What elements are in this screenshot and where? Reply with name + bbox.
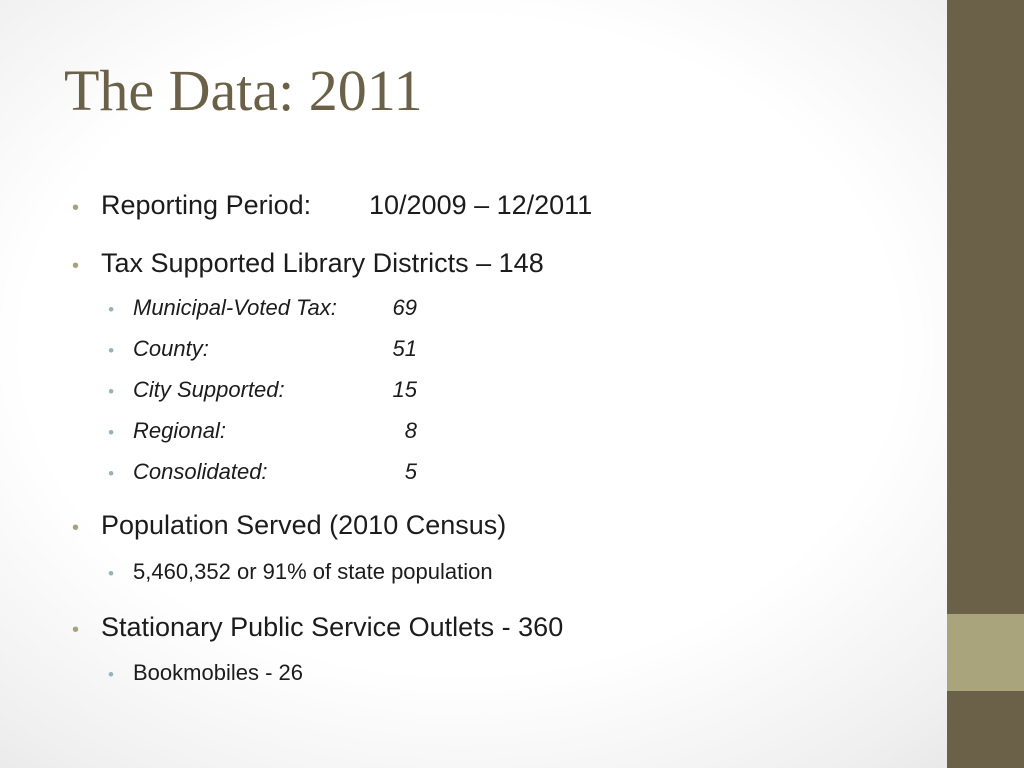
bullet-reporting-period bbox=[72, 190, 592, 221]
bullet-library-districts bbox=[72, 248, 544, 279]
bullet-dot-icon: • bbox=[108, 300, 114, 319]
district-item-value: 15 bbox=[392, 377, 417, 402]
district-item-label: Municipal-Voted Tax: bbox=[133, 295, 337, 320]
population-sub-item bbox=[108, 559, 493, 585]
bullet-dot-icon: • bbox=[108, 382, 114, 401]
district-item-value: 51 bbox=[392, 336, 417, 361]
district-item bbox=[108, 377, 417, 403]
district-item-label: County: bbox=[133, 336, 209, 361]
district-item-label: Regional: bbox=[133, 418, 226, 443]
bullet-dot-icon: • bbox=[108, 464, 114, 483]
slide-title: The Data: 2011 bbox=[64, 58, 423, 123]
bullet-service-outlets bbox=[72, 612, 563, 643]
reporting-period-value: 10/2009 – 12/2011 bbox=[369, 190, 593, 220]
bullet-dot-icon: • bbox=[72, 619, 80, 641]
population-served-text: Population Served (2010 Census) bbox=[101, 510, 507, 540]
district-item-label: City Supported: bbox=[133, 377, 285, 402]
district-item-value: 8 bbox=[404, 418, 417, 443]
service-outlets-text: Stationary Public Service Outlets - 360 bbox=[101, 612, 564, 642]
district-item-label: Consolidated: bbox=[133, 459, 268, 484]
bullet-dot-icon: • bbox=[72, 255, 80, 277]
district-item-value: 5 bbox=[404, 459, 417, 484]
district-item-value: 69 bbox=[392, 295, 417, 320]
side-decor-accent-block bbox=[947, 614, 1024, 691]
district-item bbox=[108, 336, 417, 362]
bookmobiles-text: Bookmobiles - 26 bbox=[133, 660, 303, 685]
population-sub-text: 5,460,352 or 91% of state population bbox=[133, 559, 493, 584]
bullet-dot-icon: • bbox=[72, 517, 80, 539]
bullet-population-served bbox=[72, 510, 506, 541]
bullet-dot-icon: • bbox=[108, 423, 114, 442]
district-item bbox=[108, 418, 417, 444]
library-districts-text: Tax Supported Library Districts – 148 bbox=[101, 248, 544, 278]
district-item bbox=[108, 459, 417, 485]
bullet-dot-icon: • bbox=[108, 564, 114, 583]
bullet-dot-icon: • bbox=[108, 665, 114, 684]
district-item bbox=[108, 295, 417, 321]
bookmobiles-sub-item bbox=[108, 660, 303, 686]
bullet-dot-icon: • bbox=[72, 197, 80, 219]
bullet-dot-icon: • bbox=[108, 341, 114, 360]
reporting-period-label: Reporting Period: bbox=[101, 190, 312, 220]
